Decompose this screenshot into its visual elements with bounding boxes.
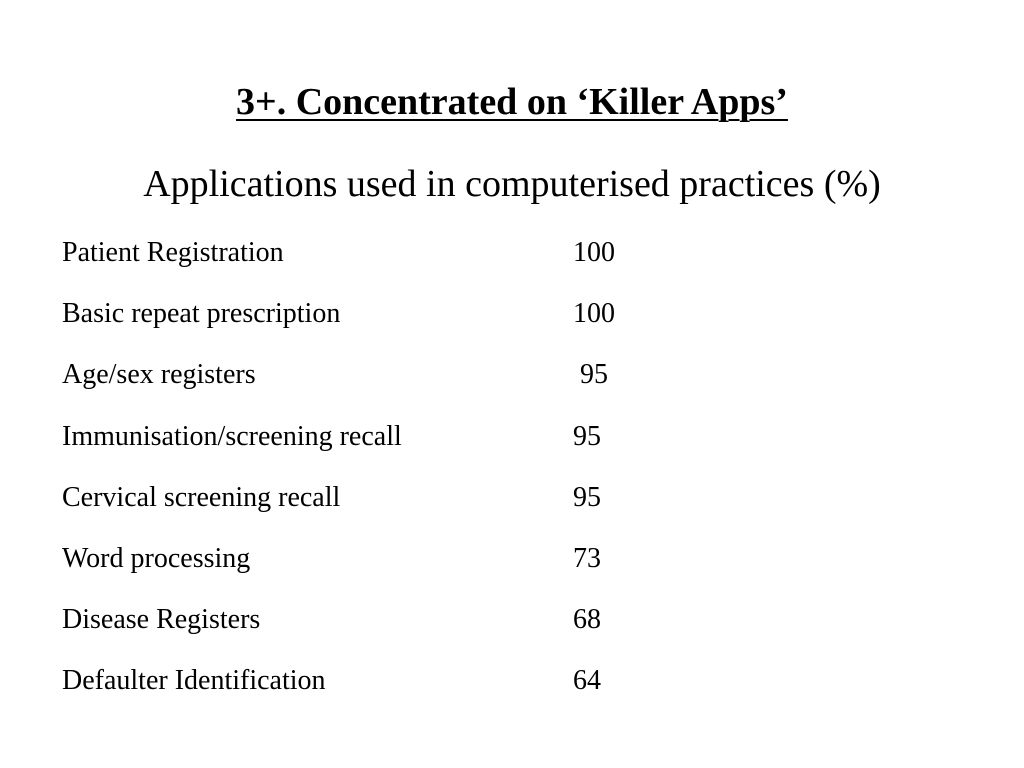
- list-item: [62, 481, 762, 542]
- list-item: [62, 236, 762, 297]
- application-percent: 100: [573, 298, 615, 330]
- slide-title: 3+. Concentrated on ‘Killer Apps’: [236, 81, 788, 123]
- application-percent: 95: [573, 359, 608, 391]
- application-name: Defaulter Identification: [62, 665, 326, 697]
- list-item: [62, 358, 762, 419]
- application-percent: 95: [573, 420, 601, 452]
- slide-subtitle: Applications used in computerised practices (%): [143, 163, 881, 205]
- application-percent: 100: [573, 237, 615, 268]
- application-percent: 68: [573, 604, 601, 636]
- application-name: Basic repeat prescription: [62, 298, 341, 330]
- application-name: Word processing: [62, 542, 251, 574]
- application-name: Patient Registration: [62, 237, 284, 268]
- application-name: Immunisation/screening recall: [62, 420, 402, 452]
- list-item: [62, 664, 762, 725]
- applications-list: [62, 236, 762, 726]
- application-percent: 95: [573, 481, 601, 513]
- list-item: [62, 420, 762, 481]
- list-item: [62, 297, 762, 358]
- list-item: [62, 603, 762, 664]
- application-percent: 64: [573, 665, 601, 697]
- list-item: [62, 542, 762, 603]
- application-name: Cervical screening recall: [62, 481, 341, 513]
- application-name: Disease Registers: [62, 604, 261, 636]
- application-name: Age/sex registers: [62, 359, 256, 391]
- application-percent: 73: [573, 542, 601, 574]
